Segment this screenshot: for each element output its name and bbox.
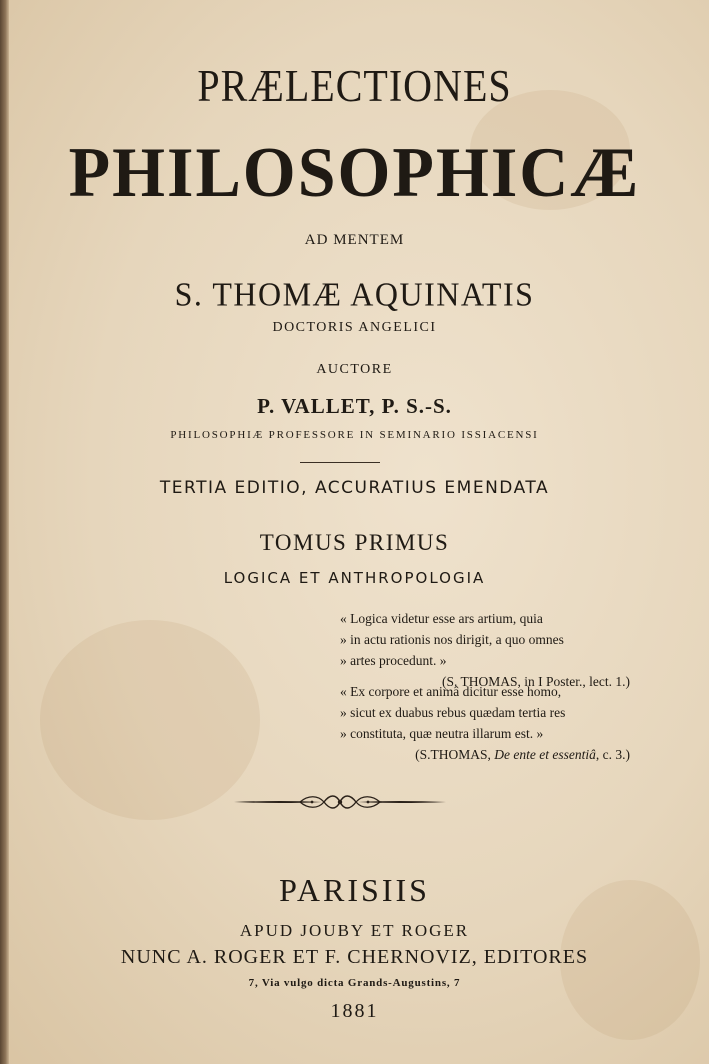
subject-epithet: DOCTORIS ANGELICI [272, 320, 437, 335]
author-role: PHILOSOPHIÆ PROFESSORE IN SEMINARIO ISSIACENSI [170, 429, 539, 441]
epigraph-line: » in actu rationis nos dirigit, a quo omnes [340, 632, 564, 647]
epigraph-citation [340, 744, 630, 765]
citation-work-title: De ente et essentiâ [494, 747, 596, 762]
author-name: P. VALLET, P. S.-S. [257, 394, 452, 418]
publication-year: 1881 [330, 1000, 379, 1022]
title-line-1: PRÆLECTIONES [197, 59, 512, 112]
citation-prefix: (S.THOMAS, [415, 747, 495, 762]
publisher-address: 7, Via vulgo dicta Grands-Augustins, 7 [248, 977, 461, 989]
subject-name: S. THOMÆ AQUINATIS [174, 275, 535, 313]
epigraph-line: » sicut ex duabus rebus quædam tertia res [340, 705, 566, 720]
publisher-line-1: APUD JOUBY ET ROGER [239, 921, 470, 940]
epigraph-citation: (S. THOMAS, in I Poster., lect. 1.) [442, 674, 630, 689]
paper-stain [40, 620, 260, 820]
epigraph-anthropologia [340, 681, 630, 765]
epigraph-logica [340, 608, 630, 692]
epigraph-line: » constituta, quæ neutra illarum est. » [340, 726, 544, 741]
auctore-text: AUCTORE [316, 362, 393, 377]
divider-rule [300, 462, 380, 463]
edition-statement: TERTIA EDITIO, ACCURATIUS EMENDATA [159, 478, 550, 498]
epigraph-line: « Ex corpore et animâ dicitur esse homo, [340, 684, 562, 699]
ad-mentem-text: AD MENTEM [304, 232, 405, 248]
epigraph-line: » artes procedunt. » [340, 653, 447, 668]
title-line-2: PHILOSOPHICÆ [68, 132, 641, 212]
volume-subject: LOGICA ET ANTHROPOLOGIA [223, 569, 486, 587]
ornamental-rule-icon [232, 792, 448, 812]
imprint-city: PARISIIS [279, 872, 430, 908]
publisher-line-2: NUNC A. ROGER ET F. CHERNOVIZ, EDITORES [120, 946, 589, 968]
epigraph-line: « Logica videtur esse ars artium, quia [340, 611, 543, 626]
volume-title: TOMUS PRIMUS [259, 530, 450, 555]
citation-suffix: , c. 3.) [595, 747, 630, 762]
